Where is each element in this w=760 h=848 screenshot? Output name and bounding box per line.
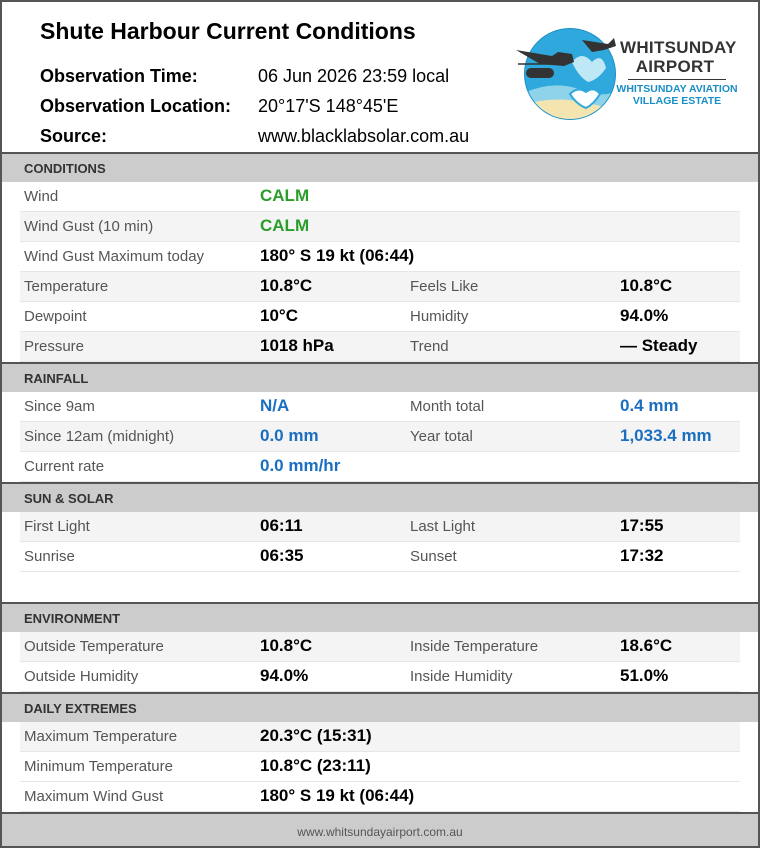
table-row (20, 632, 740, 662)
table-row (20, 332, 740, 362)
current-rate-label: Current rate (24, 458, 105, 475)
outside-temperature-value: 10.8°C (260, 636, 313, 655)
header (2, 2, 758, 152)
logo-title (620, 38, 737, 76)
since-9am-label: Since 9am (24, 398, 95, 415)
observation-time-value: 06 Jun 2026 23:59 local (258, 66, 450, 86)
observation-time-label: Observation Time: (40, 66, 198, 86)
table-row (20, 242, 740, 272)
wind-gust-max-label: Wind Gust Maximum today (24, 248, 205, 265)
since-9am-value: N/A (260, 396, 290, 415)
table-row (20, 752, 740, 782)
maximum-wind-gust-value: 180° S 19 kt (06:44) (260, 786, 415, 805)
section-header-sun-solar: SUN & SOLAR (2, 482, 758, 512)
sunrise-label: Sunrise (24, 548, 75, 565)
feels-like-value: 10.8°C (620, 276, 673, 295)
pressure-label: Pressure (24, 338, 85, 355)
pressure-value: 1018 hPa (260, 336, 334, 355)
sunset-label: Sunset (410, 548, 457, 565)
temperature-value: 10.8°C (260, 276, 313, 295)
dewpoint-label: Dewpoint (24, 308, 87, 325)
dewpoint-value: 10°C (260, 306, 298, 325)
outside-temperature-label: Outside Temperature (24, 638, 164, 655)
first-light-label: First Light (24, 518, 90, 535)
outside-humidity-value: 94.0% (260, 666, 309, 685)
sunset-value: 17:32 (620, 546, 664, 565)
footer-link[interactable]: www.whitsundayairport.com.au (2, 812, 758, 848)
inside-humidity-value: 51.0% (620, 666, 669, 685)
maximum-wind-gust-label: Maximum Wind Gust (24, 788, 164, 805)
logo-subtitle (616, 83, 738, 107)
inside-humidity-label: Inside Humidity (410, 668, 513, 685)
section-header-conditions: CONDITIONS (2, 152, 758, 182)
table-row (20, 392, 740, 422)
source-link[interactable]: www.blacklabsolar.com.au (258, 126, 470, 146)
logo-subtitle-line-1: WHITSUNDAY AVIATION (616, 83, 738, 95)
table-row (20, 272, 740, 302)
wind-gust-label: Wind Gust (10 min) (24, 218, 154, 235)
table-row (20, 722, 740, 752)
since-midnight-label: Since 12am (midnight) (24, 428, 175, 445)
table-row (20, 512, 740, 542)
source-label: Source: (40, 126, 108, 146)
table-row (20, 212, 740, 242)
table-row (20, 662, 740, 692)
table-row (20, 542, 740, 572)
month-total-label: Month total (410, 398, 485, 415)
table-row (20, 782, 740, 812)
table-row (20, 182, 740, 212)
table-row (20, 452, 740, 482)
first-light-value: 06:11 (260, 516, 303, 535)
logo-title-line-2: AIRPORT (635, 57, 715, 76)
logo-emblem-icon (512, 24, 616, 124)
table-row (20, 422, 740, 452)
current-rate-value: 0.0 mm/hr (260, 456, 341, 475)
last-light-label: Last Light (410, 518, 476, 535)
minimum-temperature-label: Minimum Temperature (24, 758, 173, 775)
logo-title-line-1: WHITSUNDAY (620, 38, 737, 57)
humidity-label: Humidity (410, 308, 469, 325)
maximum-temperature-label: Maximum Temperature (24, 728, 178, 745)
observation-location-value: 20°17'S 148°45'E (258, 96, 399, 116)
wind-gust-max-value: 180° S 19 kt (06:44) (260, 246, 415, 265)
sunrise-value: 06:35 (260, 546, 304, 565)
outside-humidity-label: Outside Humidity (24, 668, 139, 685)
wind-gust-value: CALM (260, 216, 310, 235)
inside-temperature-value: 18.6°C (620, 636, 673, 655)
last-light-value: 17:55 (620, 516, 664, 535)
year-total-label: Year total (410, 428, 473, 445)
month-total-value: 0.4 mm (620, 396, 679, 415)
trend-label: Trend (410, 338, 449, 355)
observation-location-label: Observation Location: (40, 96, 232, 116)
inside-temperature-label: Inside Temperature (410, 638, 539, 655)
year-total-value: 1,033.4 mm (620, 426, 712, 445)
table-row (20, 302, 740, 332)
humidity-value: 94.0% (620, 306, 669, 325)
section-header-environment: ENVIRONMENT (2, 602, 758, 632)
section-header-rainfall: RAINFALL (2, 362, 758, 392)
wind-value: CALM (260, 186, 310, 205)
since-midnight-value: 0.0 mm (260, 426, 319, 445)
logo-divider (628, 79, 726, 80)
temperature-label: Temperature (24, 278, 109, 295)
wind-label: Wind (24, 188, 59, 205)
maximum-temperature-value: 20.3°C (15:31) (260, 726, 372, 745)
minimum-temperature-value: 10.8°C (23:11) (260, 756, 371, 775)
whitsunday-airport-logo[interactable] (512, 24, 742, 124)
feels-like-label: Feels Like (410, 278, 479, 295)
logo-subtitle-line-2: VILLAGE ESTATE (632, 95, 722, 107)
trend-value: — Steady (620, 336, 698, 355)
section-header-daily-extremes: DAILY EXTREMES (2, 692, 758, 722)
page-title: Shute Harbour Current Conditions (40, 18, 416, 44)
